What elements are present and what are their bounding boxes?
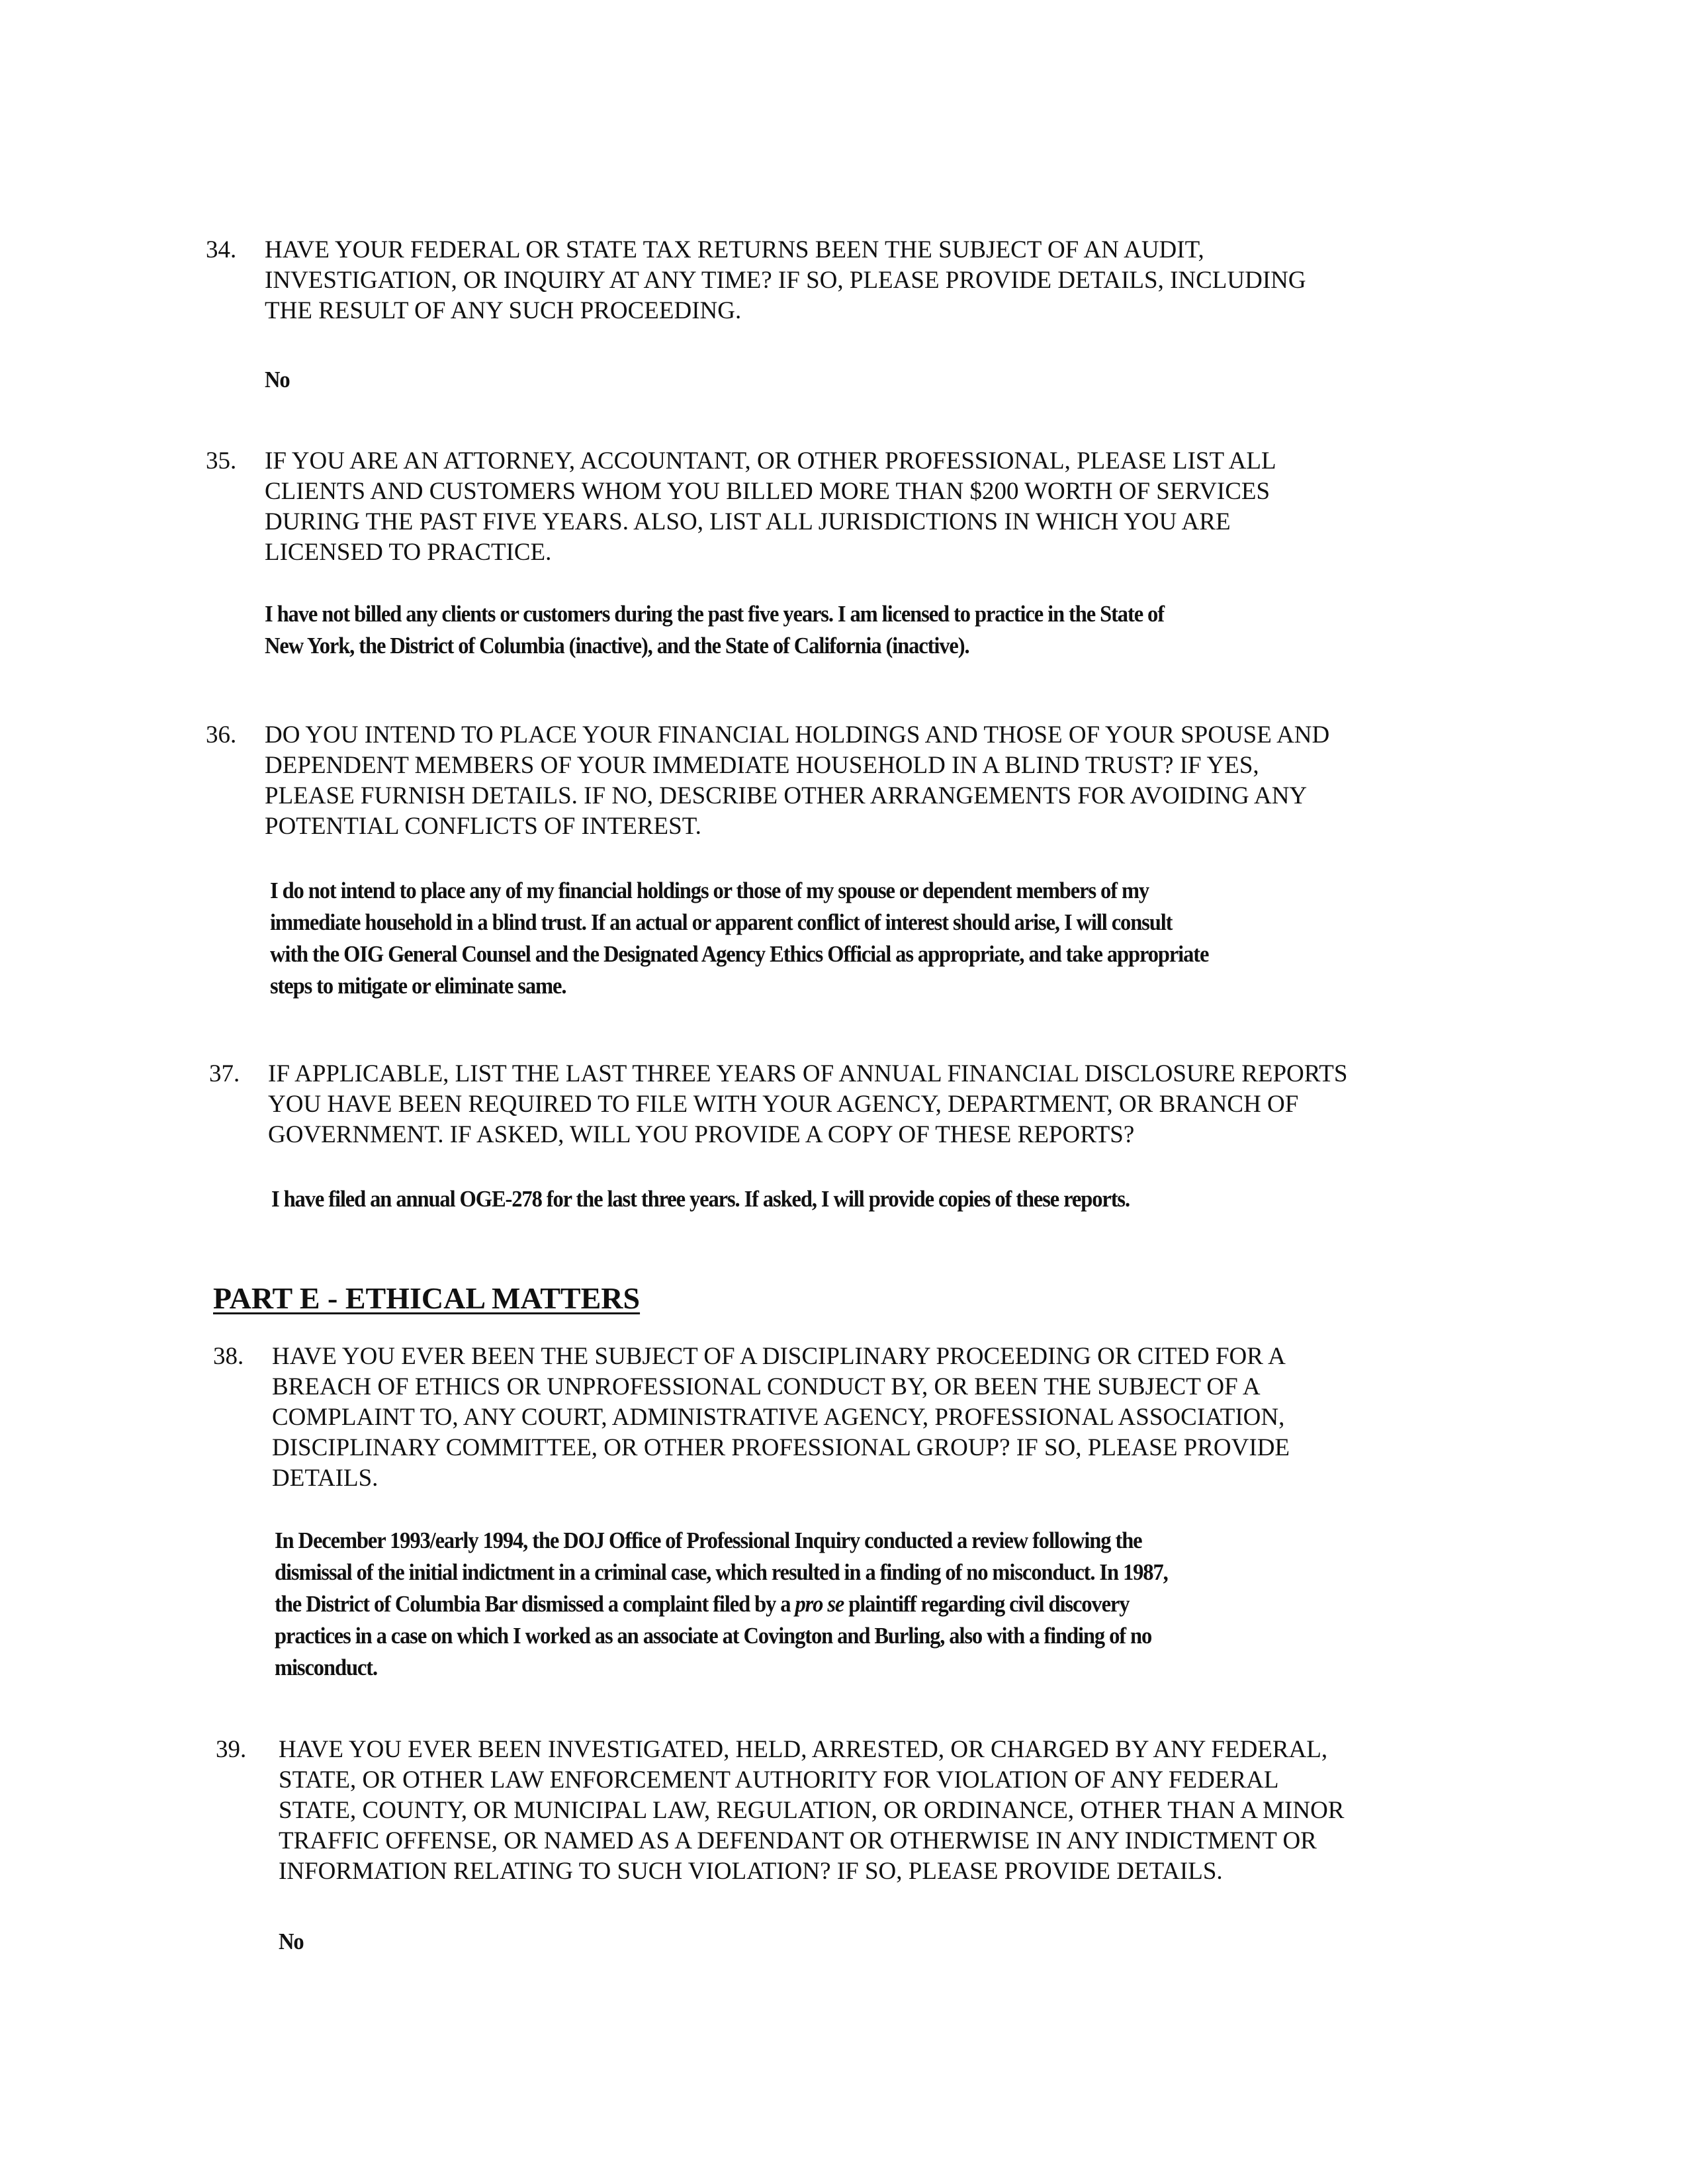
answer-35 <box>265 598 1164 662</box>
question-text: COMPLAINT TO, ANY COURT, ADMINISTRATIVE AGENCY, PROFESSIONAL ASSOCIATION, <box>272 1404 1285 1431</box>
answer-italic-text: pro se <box>795 1591 844 1617</box>
question-text: STATE, OR OTHER LAW ENFORCEMENT AUTHORITY FOR VIOLATION OF ANY FEDERAL <box>279 1766 1279 1794</box>
question-text: LICENSED TO PRACTICE. <box>265 539 552 566</box>
section-heading: PART E - ETHICAL MATTERS <box>213 1281 641 1315</box>
question-text: TRAFFIC OFFENSE, OR NAMED AS A DEFENDANT OR OTHERWISE IN ANY INDICTMENT OR <box>279 1827 1317 1854</box>
answer-text: plaintiff regarding civil discovery <box>844 1591 1130 1617</box>
answer-39 <box>279 1926 304 1958</box>
question-text: IF YOU ARE AN ATTORNEY, ACCOUNTANT, OR OTHER PROFESSIONAL, PLEASE LIST ALL <box>265 447 1276 475</box>
answer-text: dismissal of the initial indictment in a criminal case, which resulted in a finding of no misconduct. In 1987, <box>275 1559 1168 1585</box>
answer-text: No <box>279 1929 304 1954</box>
answer-text: steps to mitigate or eliminate same. <box>270 973 566 999</box>
question-text: BREACH OF ETHICS OR UNPROFESSIONAL CONDUCT BY, OR BEEN THE SUBJECT OF A <box>272 1373 1261 1400</box>
question-text: YOU HAVE BEEN REQUIRED TO FILE WITH YOUR AGENCY, DEPARTMENT, OR BRANCH OF <box>268 1091 1299 1118</box>
question-text: INFORMATION RELATING TO SUCH VIOLATION? IF SO, PLEASE PROVIDE DETAILS. <box>279 1858 1223 1885</box>
question-text: HAVE YOU EVER BEEN INVESTIGATED, HELD, ARRESTED, OR CHARGED BY ANY FEDERAL, <box>279 1736 1328 1763</box>
question-number: 39. <box>216 1736 247 1763</box>
question-text: THE RESULT OF ANY SUCH PROCEEDING. <box>265 297 742 324</box>
question-text: DISCIPLINARY COMMITTEE, OR OTHER PROFESSIONAL GROUP? IF SO, PLEASE PROVIDE <box>272 1434 1290 1461</box>
question-text: DURING THE PAST FIVE YEARS. ALSO, LIST ALL JURISDICTIONS IN WHICH YOU ARE <box>265 508 1231 535</box>
answer-text: immediate household in a blind trust. If an actual or apparent conflict of interest should arise, I will consult <box>270 909 1173 935</box>
answer-text: In December 1993/early 1994, the DOJ Office of Professional Inquiry conducted a review following the <box>275 1527 1142 1553</box>
question-text: PLEASE FURNISH DETAILS. IF NO, DESCRIBE OTHER ARRANGEMENTS FOR AVOIDING ANY <box>265 782 1308 809</box>
question-text: INVESTIGATION, OR INQUIRY AT ANY TIME? IF SO, PLEASE PROVIDE DETAILS, INCLUDING <box>265 267 1306 294</box>
question-text: STATE, COUNTY, OR MUNICIPAL LAW, REGULATION, OR ORDINANCE, OTHER THAN A MINOR <box>279 1797 1345 1824</box>
answer-text-line3 <box>275 1588 1168 1620</box>
question-number: 38. <box>213 1343 244 1370</box>
answer-text: I have not billed any clients or customers during the past five years. I am licensed to practice in the State of <box>265 601 1164 627</box>
answer-38 <box>275 1525 1168 1684</box>
answer-text: I do not intend to place any of my financial holdings or those of my spouse or dependent members of my <box>270 878 1149 903</box>
question-text: IF APPLICABLE, LIST THE LAST THREE YEARS OF ANNUAL FINANCIAL DISCLOSURE REPORTS <box>268 1060 1348 1087</box>
question-text: GOVERNMENT. IF ASKED, WILL YOU PROVIDE A COPY OF THESE REPORTS? <box>268 1121 1135 1148</box>
question-text: HAVE YOUR FEDERAL OR STATE TAX RETURNS BEEN THE SUBJECT OF AN AUDIT, <box>265 236 1204 263</box>
question-number: 35. <box>206 447 237 475</box>
answer-36 <box>270 875 1208 1002</box>
answer-text: No <box>265 367 290 392</box>
question-number: 37. <box>209 1060 240 1087</box>
answer-text: New York, the District of Columbia (inactive), and the State of California (inactive). <box>265 633 969 659</box>
answer-text: the District of Columbia Bar dismissed a complaint filed by a <box>275 1591 795 1617</box>
answer-text: practices in a case on which I worked as an associate at Covington and Burling, also with a finding of no <box>275 1623 1152 1649</box>
question-text: POTENTIAL CONFLICTS OF INTEREST. <box>265 813 701 840</box>
question-number: 36. <box>206 721 237 749</box>
question-text: CLIENTS AND CUSTOMERS WHOM YOU BILLED MORE THAN $200 WORTH OF SERVICES <box>265 478 1270 505</box>
answer-text: misconduct. <box>275 1655 378 1680</box>
answer-37 <box>271 1183 1130 1215</box>
question-number: 34. <box>206 236 237 263</box>
answer-text: with the OIG General Counsel and the Designated Agency Ethics Official as appropriate, and take appropriate <box>270 941 1209 967</box>
question-text: DEPENDENT MEMBERS OF YOUR IMMEDIATE HOUSEHOLD IN A BLIND TRUST? IF YES, <box>265 752 1259 779</box>
answer-text: I have filed an annual OGE-278 for the last three years. If asked, I will provide copies of these reports. <box>271 1186 1130 1212</box>
question-text: HAVE YOU EVER BEEN THE SUBJECT OF A DISCIPLINARY PROCEEDING OR CITED FOR A <box>272 1343 1286 1370</box>
answer-34 <box>265 364 290 396</box>
question-text: DO YOU INTEND TO PLACE YOUR FINANCIAL HOLDINGS AND THOSE OF YOUR SPOUSE AND <box>265 721 1330 749</box>
question-text: DETAILS. <box>272 1465 378 1492</box>
